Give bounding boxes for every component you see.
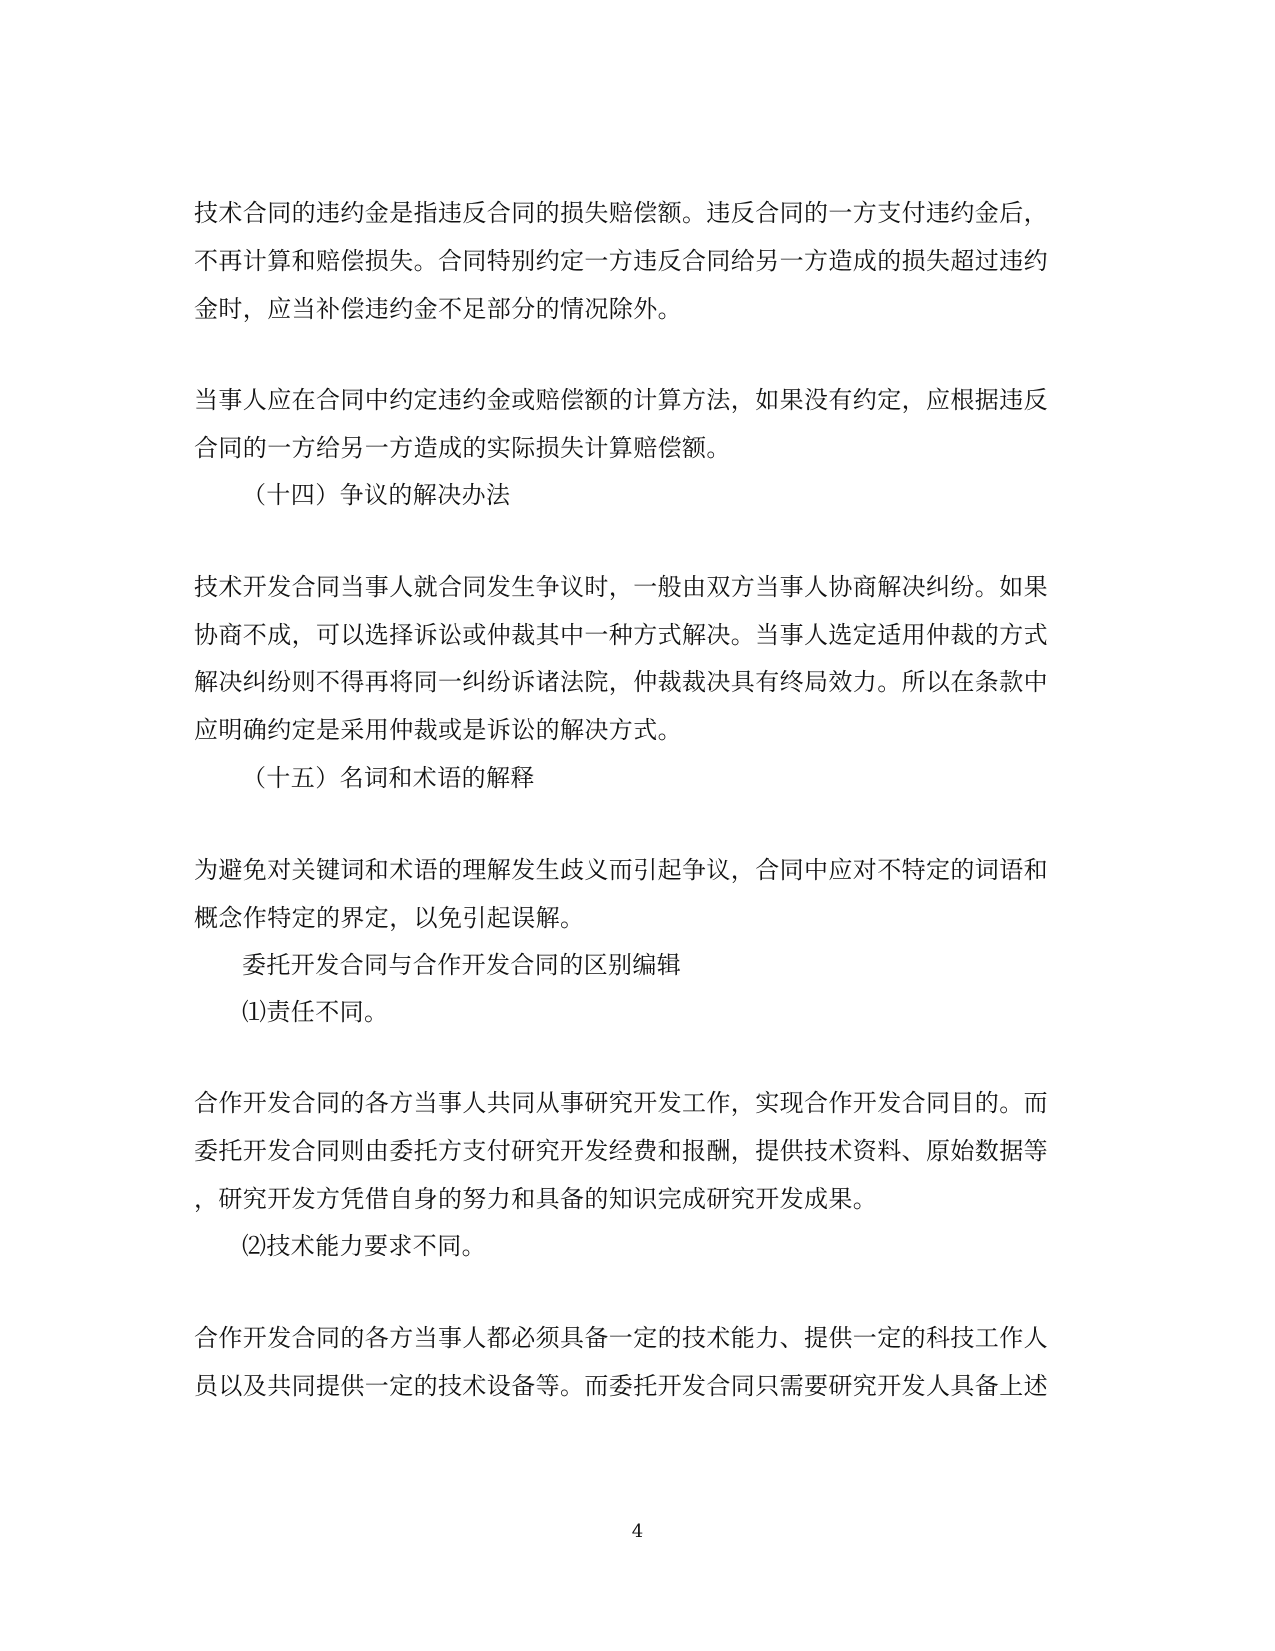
paragraph-line: 金时，应当补偿违约金不足部分的情况除外。 bbox=[194, 295, 682, 323]
paragraph-line: 解决纠纷则不得再将同一纠纷诉诸法院，仲裁裁决具有终局效力。所以在条款中 bbox=[194, 668, 1048, 696]
section-heading: （十四）争议的解决办法 bbox=[242, 481, 511, 509]
paragraph-line: ，研究开发方凭借自身的努力和具备的知识完成研究开发成果。 bbox=[194, 1185, 878, 1213]
paragraph-line: 委托开发合同则由委托方支付研究开发经费和报酬，提供技术资料、原始数据等 bbox=[194, 1137, 1048, 1165]
paragraph-line: 不再计算和赔偿损失。合同特别约定一方违反合同给另一方造成的损失超过违约 bbox=[194, 247, 1048, 275]
section-heading: 委托开发合同与合作开发合同的区别编辑 bbox=[242, 951, 682, 979]
paragraph-line: 概念作特定的界定，以免引起误解。 bbox=[194, 904, 585, 932]
paragraph-line: 技术合同的违约金是指违反合同的损失赔偿额。违反合同的一方支付违约金后， bbox=[194, 199, 1048, 227]
paragraph-line: 员以及共同提供一定的技术设备等。而委托开发合同只需要研究开发人具备上述 bbox=[194, 1372, 1048, 1400]
paragraph-line: 合作开发合同的各方当事人共同从事研究开发工作，实现合作开发合同目的。而 bbox=[194, 1089, 1048, 1117]
section-heading: （十五）名词和术语的解释 bbox=[242, 764, 535, 792]
paragraph-line: 当事人应在合同中约定违约金或赔偿额的计算方法，如果没有约定，应根据违反 bbox=[194, 386, 1048, 414]
paragraph-line: 为避免对关键词和术语的理解发生歧义而引起争议，合同中应对不特定的词语和 bbox=[194, 856, 1048, 884]
paragraph-line: 应明确约定是采用仲裁或是诉讼的解决方式。 bbox=[194, 716, 682, 744]
list-heading: ⑴责任不同。 bbox=[242, 998, 389, 1026]
page-number: 4 bbox=[631, 1521, 644, 1542]
paragraph-line: 合同的一方给另一方造成的实际损失计算赔偿额。 bbox=[194, 434, 731, 462]
paragraph-line: 技术开发合同当事人就合同发生争议时，一般由双方当事人协商解决纠纷。如果 bbox=[194, 573, 1048, 601]
paragraph-line: 合作开发合同的各方当事人都必须具备一定的技术能力、提供一定的科技工作人 bbox=[194, 1324, 1048, 1352]
list-heading: ⑵技术能力要求不同。 bbox=[242, 1232, 486, 1260]
paragraph-line: 协商不成，可以选择诉讼或仲裁其中一种方式解决。当事人选定适用仲裁的方式 bbox=[194, 621, 1048, 649]
